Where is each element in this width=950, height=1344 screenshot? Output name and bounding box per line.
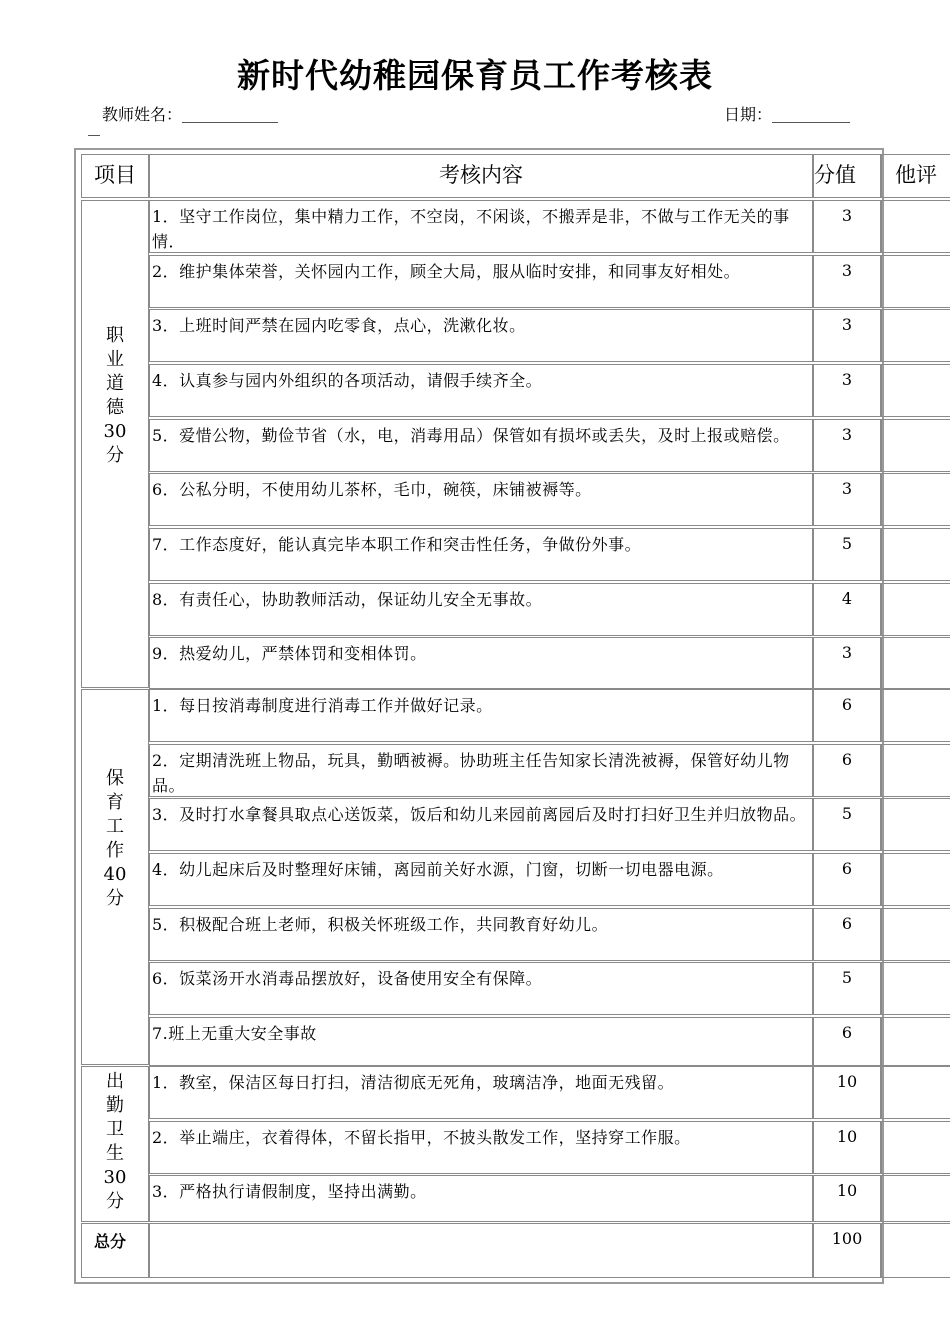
row-content: 8．有责任心，协助教师活动，保证幼儿安全无事故。 [152,590,543,609]
total-score: 100 [831,1229,863,1248]
row-content: 5．爱惜公物，勤俭节省（水，电，消毒用品）保管如有损坏或丢失，及时上报或赔偿。 [152,426,790,445]
row-content: 7．工作态度好，能认真完毕本职工作和突击性任务，争做份外事。 [152,535,642,554]
row-score: 6 [841,859,853,878]
header-cell-evaluation [881,154,950,198]
row-content: 3．上班时间严禁在园内吃零食，点心，洗漱化妆。 [152,316,526,335]
row-score: 3 [841,206,853,225]
category-char: 德 [106,397,124,418]
teacher-name-blank[interactable] [182,106,278,123]
row-content: 6．饭菜汤开水消毒品摆放好，设备使用安全有保障。 [152,969,543,988]
evaluation-cell[interactable] [881,473,950,526]
category-label [81,1070,149,1214]
category-char: 出 [106,1071,124,1092]
evaluation-cell[interactable] [881,583,950,636]
row-content: 4．幼儿起床后及时整理好床铺，离园前关好水源，门窗，切断一切电器电源。 [152,860,724,879]
teacher-name-label: 教师姓名： [102,105,183,124]
row-content: 1．每日按消毒制度进行消毒工作并做好记录。 [152,696,493,715]
row-score: 3 [841,479,853,498]
row-score: 5 [841,534,853,553]
evaluation-cell[interactable] [881,309,950,362]
date-label: 日期： [724,105,773,124]
category-char: 分 [106,1191,124,1212]
category-char: 职 [106,325,124,346]
header-content: 考核内容 [439,163,523,187]
row-score: 4 [841,589,853,608]
row-content: 1．坚守工作岗位，集中精力工作，不空岗，不闲谈，不搬弄是非，不做与工作无关的事情． [152,207,790,251]
category-label [81,767,149,911]
evaluation-cell[interactable] [881,962,950,1015]
row-score: 10 [836,1127,858,1146]
page-title: 新时代幼稚园保育员工作考核表 [237,56,713,95]
row-content: 3．及时打水拿餐具取点心送饭菜，饭后和幼儿来园前离园后及时打扫好卫生并归放物品。 [152,805,807,824]
category-char: 道 [106,373,124,394]
row-content: 9．热爱幼儿，严禁体罚和变相体罚。 [152,644,427,663]
category-char: 30 [103,421,127,442]
evaluation-cell[interactable] [881,364,950,417]
evaluation-table [74,148,937,1284]
row-content: 6．公私分明，不使用幼儿茶杯，毛巾，碗筷，床铺被褥等。 [152,480,592,499]
row-score: 6 [841,750,853,769]
row-score: 3 [841,261,853,280]
row-score: 5 [841,804,853,823]
row-content: 2．举止端庄，衣着得体，不留长指甲，不披头散发工作，坚持穿工作服。 [152,1128,691,1147]
row-score: 3 [841,370,853,389]
row-score: 3 [841,643,853,662]
evaluation-cell[interactable] [881,1121,950,1174]
evaluation-cell[interactable] [881,1066,950,1119]
category-char: 40 [103,864,127,885]
category-label [81,324,149,468]
evaluation-cell[interactable] [881,528,950,581]
category-char: 作 [106,840,124,861]
row-content: 3．严格执行请假制度，坚持出满勤。 [152,1182,427,1201]
row-score: 6 [841,914,853,933]
evaluation-cell[interactable] [881,853,950,906]
category-char: 分 [106,888,124,909]
row-score: 3 [841,315,853,334]
category-char: 生 [106,1143,124,1164]
row-content: 4．认真参与园内外组织的各项活动，请假手续齐全。 [152,371,543,390]
row-content: 1．教室，保洁区每日打扫，清洁彻底无死角，玻璃洁净，地面无残留。 [152,1073,675,1092]
date-blank[interactable] [772,106,850,123]
underline-stub [88,135,100,136]
row-score: 6 [841,695,853,714]
evaluation-cell[interactable] [881,637,950,689]
evaluation-cell[interactable] [881,255,950,308]
total-evaluation-cell[interactable] [881,1223,950,1278]
category-char: 保 [106,768,124,789]
total-label: 总分 [94,1232,127,1251]
evaluation-cell[interactable] [881,798,950,851]
category-char: 工 [106,816,124,837]
evaluation-cell[interactable] [881,744,950,797]
teacher-name-field[interactable] [102,102,278,125]
header-score: 分值 [814,163,856,187]
header-cell-content [149,154,813,198]
evaluation-cell[interactable] [881,1175,950,1222]
evaluation-cell[interactable] [881,1017,950,1066]
row-score: 10 [836,1072,858,1091]
row-content: 7.班上无重大安全事故 [152,1024,317,1043]
category-char: 业 [106,349,124,370]
category-char: 育 [106,792,124,813]
total-content-cell [149,1223,813,1278]
evaluation-cell[interactable] [881,419,950,472]
header-cell-item [81,154,149,198]
category-char: 卫 [106,1119,124,1140]
date-field[interactable] [724,102,850,125]
evaluation-cell[interactable] [881,908,950,961]
category-char: 勤 [106,1095,124,1116]
header-item: 项目 [94,163,136,187]
row-score: 10 [836,1181,858,1200]
row-score: 6 [841,1023,853,1042]
category-char: 30 [103,1167,127,1188]
category-char: 分 [106,445,124,466]
row-content: 5．积极配合班上老师，积极关怀班级工作，共同教育好幼儿。 [152,915,609,934]
row-content: 2．维护集体荣誉，关怀园内工作，顾全大局，服从临时安排，和同事友好相处。 [152,262,741,281]
row-score: 3 [841,425,853,444]
row-score: 5 [841,968,853,987]
row-content: 2．定期清洗班上物品，玩具，勤晒被褥。协助班主任告知家长清洗被褥，保管好幼儿物品。 [152,751,790,795]
evaluation-cell[interactable] [881,200,950,253]
header-evaluation: 他评 [895,163,937,187]
evaluation-cell[interactable] [881,689,950,742]
header-cell-score [813,154,881,198]
